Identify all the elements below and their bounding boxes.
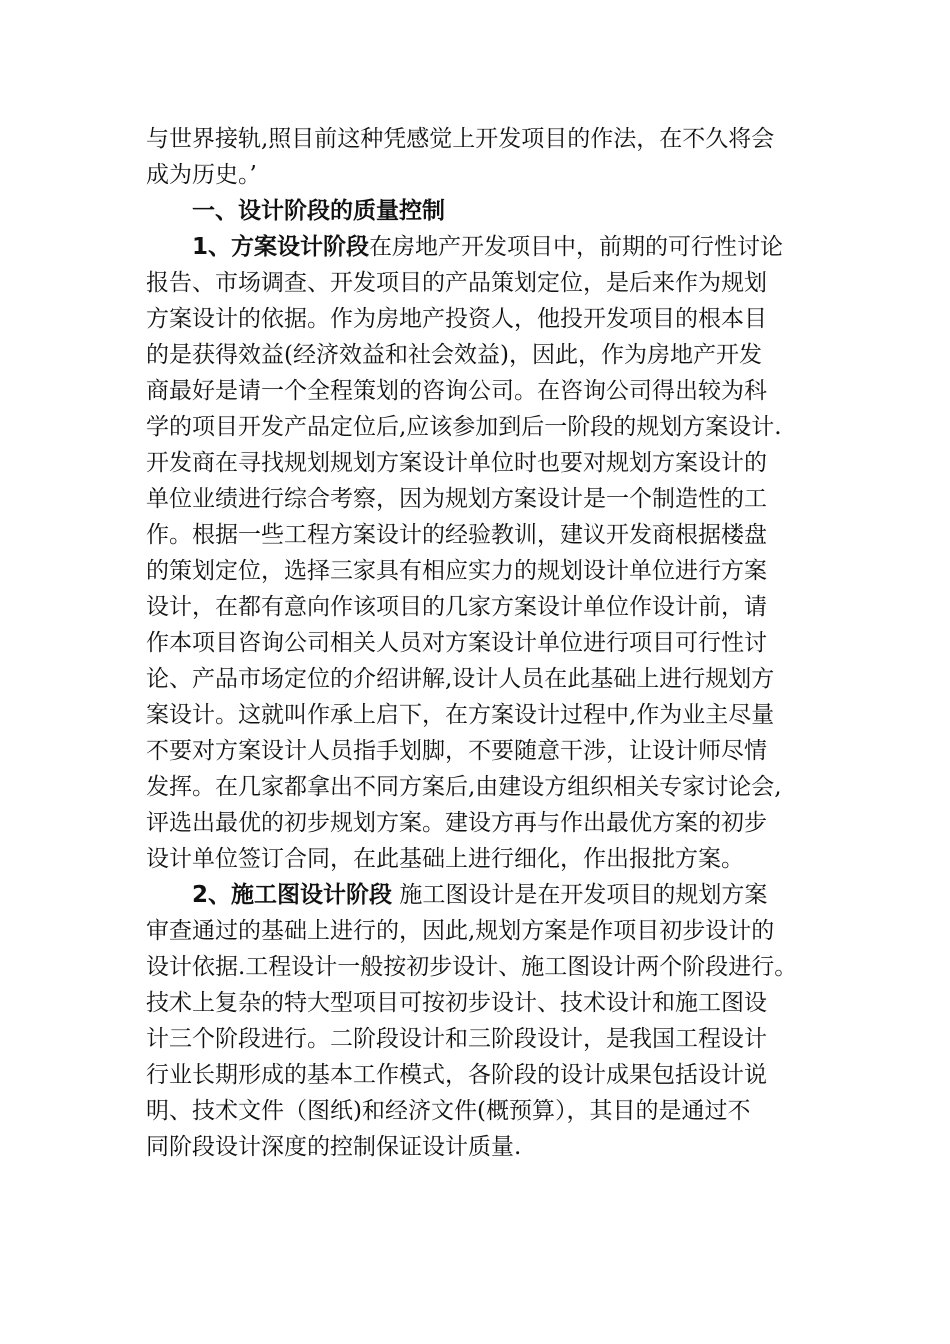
subsection-1-line: 评选出最优的初步规划方案。建设方再与作出最优方案的初步 — [146, 810, 767, 836]
section-heading: 一、设计阶段的质量控制 — [192, 198, 445, 224]
intro-line-2: 成为历史。’ — [146, 162, 257, 188]
subsection-1-line: 作本项目咨询公司相关人员对方案设计单位进行项目可行性讨 — [146, 630, 767, 656]
subsection-2-line: 技术上复杂的特大型项目可按初步设计、技术设计和施工图设 — [146, 990, 767, 1016]
subsection-1-line: 商最好是请一个全程策划的咨询公司。在咨询公司得出较为科 — [146, 378, 767, 404]
subsection-1-line: 开发商在寻找规划规划方案设计单位时也要对规划方案设计的 — [146, 450, 767, 476]
subsection-2-first-line-text: 施工图设计是在开发项目的规划方案 — [392, 882, 768, 908]
subsection-2-line: 设计依据.工程设计一般按初步设计、施工图设计两个阶段进行。 — [146, 954, 798, 980]
subsection-1-line: 的策划定位，选择三家具有相应实力的规划设计单位进行方案 — [146, 558, 767, 584]
subsection-2-line: 明、技术文件（图纸)和经济文件(概预算），其目的是通过不 — [146, 1098, 751, 1124]
subsection-2-line: 计三个阶段进行。二阶段设计和三阶段设计，是我国工程设计 — [146, 1026, 767, 1052]
subsection-2-first-line — [192, 880, 767, 910]
subsection-1-line: 单位业绩进行综合考察，因为规划方案设计是一个制造性的工 — [146, 486, 767, 512]
subsection-1-line: 设计，在都有意向作该项目的几家方案设计单位作设计前，请 — [146, 594, 767, 620]
subsection-1-line: 案设计。这就叫作承上启下，在方案设计过程中,作为业主尽量 — [146, 702, 775, 728]
intro-line-1: 与世界接轨,照目前这种凭感觉上开发项目的作法，在不久将会 — [146, 126, 775, 152]
subsection-1-line: 方案设计的依据。作为房地产投资人，他投开发项目的根本目 — [146, 306, 767, 332]
subsection-2-line: 行业长期形成的基本工作模式，各阶段的设计成果包括设计说 — [146, 1062, 767, 1088]
subsection-1-line: 学的项目开发产品定位后,应该参加到后一阶段的规划方案设计. — [146, 414, 782, 440]
subsection-1-line: 的是获得效益(经济效益和社会效益)，因此，作为房地产开发 — [146, 342, 762, 368]
subsection-1-line: 作。根据一些工程方案设计的经验教训，建议开发商根据楼盘 — [146, 522, 767, 548]
subsection-1-first-line — [192, 232, 783, 262]
subsection-2-line: 同阶段设计深度的控制保证设计质量. — [146, 1134, 522, 1160]
subsection-1-first-line-text: 在房地产开发项目中，前期的可行性讨论 — [369, 234, 784, 260]
subsection-1-line: 论、产品市场定位的介绍讲解,设计人员在此基础上进行规划方 — [146, 666, 775, 692]
subsection-1-line: 报告、市场调查、开发项目的产品策划定位，是后来作为规划 — [146, 270, 767, 296]
subsection-1-line: 发挥。在几家都拿出不同方案后,由建设方组织相关专家讨论会, — [146, 774, 782, 800]
subsection-1-heading: 1、方案设计阶段 — [192, 234, 370, 260]
subsection-1-line: 不要对方案设计人员指手划脚，不要随意干涉，让设计师尽情 — [146, 738, 767, 764]
subsection-2-heading: 2、施工图设计阶段 — [192, 882, 393, 908]
subsection-1-line: 设计单位签订合同，在此基础上进行细化，作出报批方案。 — [146, 846, 744, 872]
subsection-2-line: 审查通过的基础上进行的，因此,规划方案是作项目初步设计的 — [146, 918, 775, 944]
